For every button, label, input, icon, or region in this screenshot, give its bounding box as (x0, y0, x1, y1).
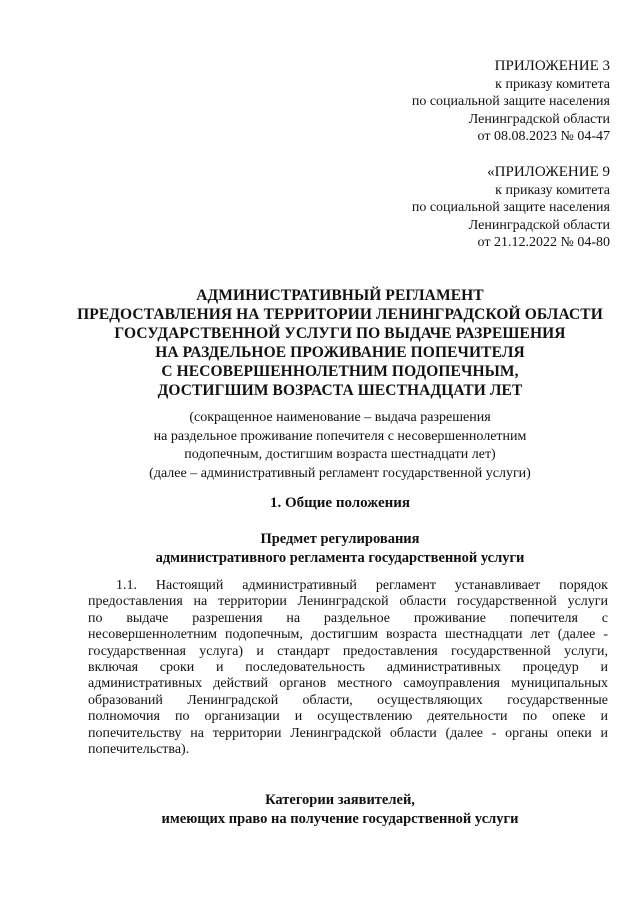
paragraph-line: полномочия по организации и осуществлению деятельности по опеке и (88, 709, 608, 725)
appendix-header-current (412, 58, 610, 146)
title-line: ДОСТИГШИМ ВОЗРАСТА ШЕСТНАДЦАТИ ЛЕТ (157, 382, 523, 399)
title-line: С НЕСОВЕРШЕННОЛЕТНИМ ПОДОПЕЧНЫМ, (161, 363, 519, 380)
paragraph-line: государственная услуга) и стандарт предоставления государственной услуги, (88, 643, 608, 659)
subheading-subject (40, 530, 640, 568)
paragraph-line: образований Ленинградской области, осуществляющих государственные (88, 692, 608, 708)
note-line: подопечным, достигшим возраста шестнадцати лет) (184, 447, 496, 462)
paragraph-line: включая сроки и последовательность административных процедур и (88, 659, 608, 675)
paragraph-1-1 (88, 578, 608, 758)
appendix-number: ПРИЛОЖЕНИЕ 3 (494, 58, 610, 74)
title-line: ГОСУДАРСТВЕННОЙ УСЛУГИ ПО ВЫДАЧЕ РАЗРЕШЕНИЯ (114, 325, 566, 342)
subheading-applicants (40, 791, 640, 829)
document-title (40, 286, 640, 400)
appendix-order-date: от 08.08.2023 № 04-47 (477, 129, 610, 144)
short-name-note (40, 409, 640, 483)
paragraph-line: попечительства). (88, 741, 190, 757)
note-line: (сокращенное наименование – выдача разрешения (189, 410, 491, 425)
appendix-number: «ПРИЛОЖЕНИЕ 9 (487, 164, 610, 180)
appendix-line: к приказу комитета (495, 182, 610, 198)
section-heading (40, 495, 640, 512)
subheading-line: Предмет регулирования (260, 531, 420, 547)
title-line: АДМИНИСТРАТИВНЫЙ РЕГЛАМЕНТ (196, 287, 484, 304)
appendix-line: Ленинградской области (468, 217, 610, 233)
appendix-header-previous (412, 164, 610, 252)
subheading-line: имеющих право на получение государственной услуги (161, 811, 519, 827)
note-line: на раздельное проживание попечителя с несовершеннолетним (153, 428, 527, 444)
appendix-line: к приказу комитета (495, 76, 610, 92)
appendix-line: по социальной защите населения (411, 94, 610, 109)
paragraph-line: административных действий органов местного самоуправления муниципальных (88, 676, 608, 692)
appendix-line: по социальной защите населения (411, 200, 610, 215)
subheading-line: административного регламента государственной услуги (155, 550, 525, 566)
subheading-line: Категории заявителей, (265, 792, 415, 808)
note-line: (далее – административный регламент государственной услуги) (149, 465, 531, 481)
title-line: НА РАЗДЕЛЬНОЕ ПРОЖИВАНИЕ ПОПЕЧИТЕЛЯ (155, 344, 525, 361)
title-line: ПРЕДОСТАВЛЕНИЯ НА ТЕРРИТОРИИ ЛЕНИНГРАДСКОЙ ОБЛАСТИ (77, 306, 603, 323)
paragraph-line: попечительству на территории Ленинградской области (далее - органы опеки и (88, 725, 608, 741)
appendix-line: Ленинградской области (468, 111, 610, 127)
paragraph-line: по выдаче разрешения на раздельное проживание попечителя с (88, 610, 608, 626)
appendix-order-date: от 21.12.2022 № 04-80 (477, 235, 610, 250)
paragraph-line: несовершеннолетним подопечным, достигшим возраста шестнадцати лет (далее - (88, 627, 608, 643)
paragraph-line: 1.1. Настоящий административный регламент устанавливает порядок (116, 578, 608, 593)
paragraph-line: предоставления на территории Ленинградской области государственной услуги (88, 594, 608, 610)
section-heading-text: 1. Общие положения (269, 495, 411, 511)
